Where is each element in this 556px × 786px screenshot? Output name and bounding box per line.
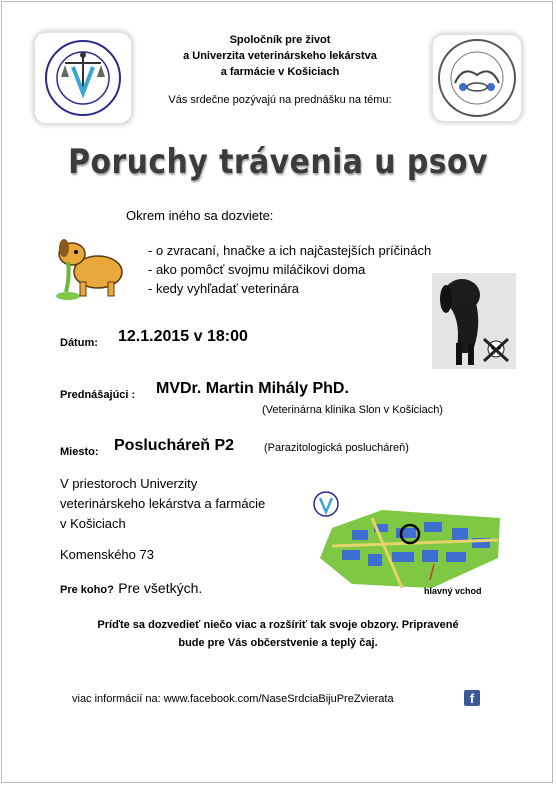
spolocnik-logo (432, 34, 522, 122)
sick-dog-image (50, 232, 128, 304)
location-line-3: v Košiciach (60, 516, 126, 531)
spolocnik-logo-icon (433, 35, 521, 121)
location-line-2: veterinárskeho lekárstva a farmácie (60, 496, 266, 511)
closing-line-1: Príďte sa dozvedieť niečo viac a rozšíriť tak svoje obzory. Pripravené (97, 619, 459, 631)
bullet-2: - ako pomôcť svojmu miláčikovi doma (148, 262, 366, 277)
list-item (148, 241, 431, 260)
page-title: Poruchy trávenia u psov (68, 142, 488, 182)
university-logo-icon (35, 33, 131, 123)
org-line-2: a Univerzita veterinárskeho lekárstva (183, 50, 377, 62)
dog-photo (432, 273, 516, 369)
list-item (148, 279, 431, 298)
place-note: (Parazitologická poslucháreň) (264, 442, 409, 454)
facebook-icon[interactable]: f (464, 690, 480, 706)
invitation-text: Vás srdečne pozývajú na prednášku na tému: (168, 94, 392, 106)
lecturer-affiliation: (Veterinárna klinika Slon v Košiciach) (262, 404, 443, 416)
audience-value: Pre všetkých. (118, 580, 203, 596)
location-block (60, 474, 265, 534)
bullet-1: - o zvracaní, hnačke a ich najčastejších príčinách (148, 243, 432, 258)
org-line-1: Spoločník pre život (229, 34, 331, 46)
bullet-3: - kedy vyhľadať veterinára (148, 281, 300, 296)
audience-label: Pre koho? (60, 584, 114, 596)
date-value: 12.1.2015 v 18:00 (118, 328, 248, 345)
place-value: Poslucháreň P2 (114, 437, 235, 454)
place-label: Miesto: (60, 446, 99, 458)
location-line-1: V priestoroch Univerzity (60, 476, 198, 491)
header-organizers (150, 32, 410, 80)
campus-map-icon (312, 488, 502, 600)
intro-text: Okrem iného sa dozviete: (126, 208, 274, 223)
sick-dog-icon (50, 232, 128, 304)
lecturer-label: Prednášajúci : (60, 389, 136, 401)
lecturer-name: MVDr. Martin Mihály PhD. (156, 380, 349, 397)
topic-list (148, 241, 431, 298)
org-line-3: a farmácie v Košiciach (220, 66, 340, 78)
dog-photo-icon (432, 273, 516, 369)
date-label: Dátum: (60, 337, 98, 349)
list-item (148, 260, 431, 279)
closing-text (40, 616, 516, 652)
footer-link[interactable]: viac informácií na: www.facebook.com/NaseSrdciaBijuPreZvierata (72, 693, 394, 705)
audience (60, 580, 202, 598)
street-address: Komenského 73 (60, 547, 154, 562)
university-logo (34, 32, 132, 124)
closing-line-2: bude pre Vás občerstvenie a teplý čaj. (178, 637, 378, 649)
map-caption: hlavný vchod (424, 586, 482, 596)
campus-map (312, 488, 502, 600)
